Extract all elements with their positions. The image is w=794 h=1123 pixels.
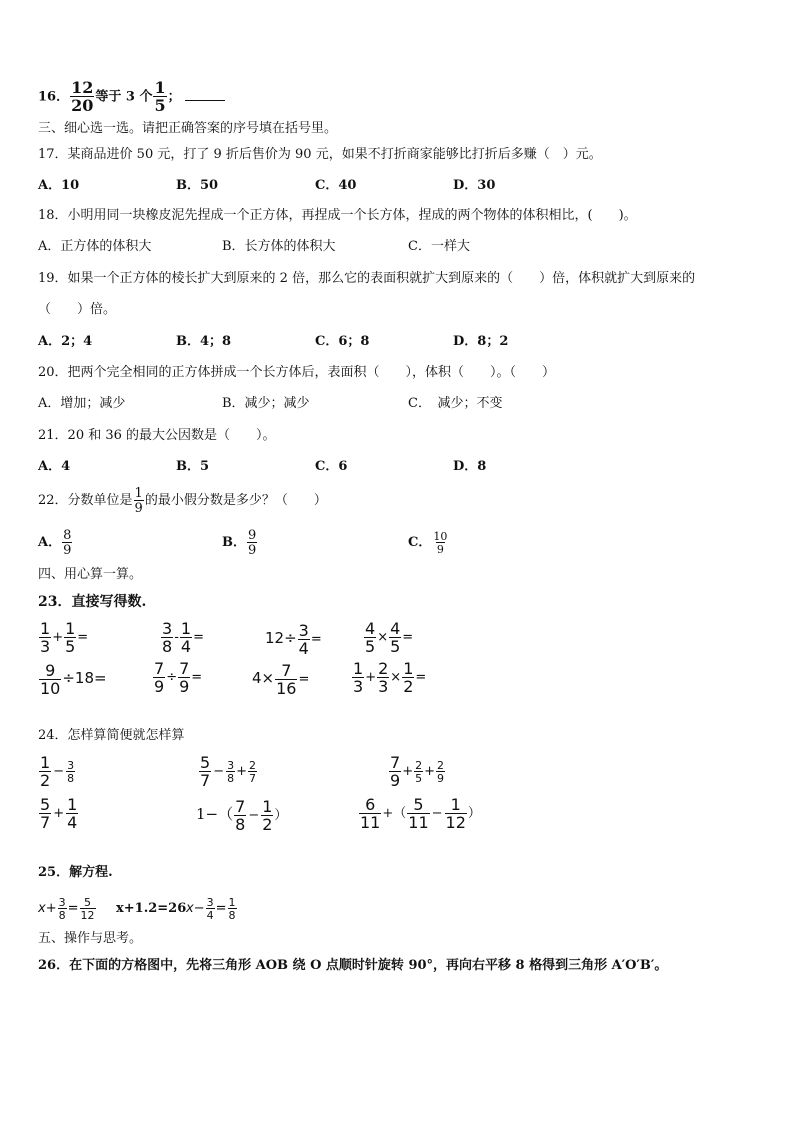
fraction: [206, 897, 215, 921]
numerator: 10: [433, 529, 448, 543]
expression: [160, 620, 204, 656]
operator: +: [424, 764, 435, 779]
operator: −: [193, 901, 205, 916]
option-a[interactable]: A．10: [38, 178, 80, 193]
fraction: [39, 618, 51, 656]
fraction: [364, 618, 376, 656]
fraction: [352, 658, 364, 696]
denominator: 4: [206, 908, 214, 922]
question-20: 20．把两个完全相同的正方体拼成一个长方体后，表面积（ ），体积（ ）。（ ）: [38, 365, 556, 380]
numerator: 3: [162, 618, 173, 638]
denominator: 11: [408, 812, 429, 832]
option-c[interactable]: C．40: [315, 178, 357, 193]
fraction: [62, 529, 72, 557]
fraction: [64, 618, 76, 656]
denominator: 8: [67, 771, 75, 785]
variable: x: [186, 901, 194, 916]
denominator: 8: [162, 636, 173, 656]
denominator: 9: [63, 542, 72, 558]
denominator: 12: [80, 908, 95, 922]
option-b[interactable]: B．5: [176, 459, 210, 474]
operator: ×: [377, 630, 389, 645]
denominator: 7: [200, 770, 211, 790]
expression: [198, 754, 258, 790]
fraction: [359, 794, 381, 832]
denominator: 7: [249, 771, 256, 785]
operator: +: [402, 764, 414, 779]
numerator: 7: [235, 796, 246, 816]
denominator: 8: [228, 908, 236, 922]
denominator: 5: [365, 636, 376, 656]
numerator: 1: [403, 658, 414, 678]
numerator: 1: [40, 752, 51, 772]
section-heading-3: 三、细心选一选。请把正确答案的序号填在括号里。: [38, 121, 338, 136]
denominator: 4: [180, 636, 192, 656]
denominator: 3: [40, 636, 51, 656]
expression: [252, 660, 309, 698]
fraction: [402, 658, 414, 696]
option-c[interactable]: C．6；8: [315, 334, 370, 349]
equation-1: [38, 892, 97, 926]
numerator: 6: [365, 794, 376, 814]
fraction: [58, 897, 67, 921]
question-19-continued: （ ）倍。: [38, 302, 117, 317]
denominator: 3: [353, 676, 364, 696]
question-23: 23．直接写得数.: [38, 594, 147, 610]
expression: [351, 660, 426, 696]
expression: [358, 796, 481, 832]
numerator: 5: [40, 794, 51, 814]
denominator: 20: [71, 96, 94, 115]
option-a[interactable]: A．增加；减少: [38, 396, 126, 411]
operator: ×: [390, 670, 402, 685]
numerator: 7: [281, 660, 292, 680]
term: ÷18=: [62, 669, 107, 687]
numerator: 1: [450, 794, 461, 814]
operator: +: [53, 806, 65, 821]
fraction: [153, 80, 166, 114]
option-a[interactable]: A．正方体的体积大: [38, 239, 152, 254]
option-b[interactable]: B．4；8: [176, 334, 232, 349]
question-text: 等于 3 个: [95, 89, 153, 105]
question-24: 24．怎样算简便就怎样算: [38, 728, 185, 743]
numerator: 9: [45, 660, 56, 680]
numerator: 8: [63, 527, 72, 543]
fraction: [153, 658, 165, 696]
fraction: [199, 752, 211, 790]
denominator: 9: [248, 542, 257, 558]
expression: [363, 620, 413, 656]
numerator: 1: [262, 796, 273, 816]
denominator: 9: [437, 771, 444, 785]
expression: [38, 754, 76, 790]
numerator: 3: [58, 895, 66, 909]
fraction: [436, 760, 445, 784]
numerator: 1: [154, 78, 166, 97]
fraction: [66, 760, 75, 784]
fraction: [178, 658, 190, 696]
denominator: 8: [227, 771, 235, 785]
option-d[interactable]: D．8；2: [453, 334, 509, 349]
question-text: 22．分数单位是: [38, 493, 133, 508]
numerator: 7: [390, 752, 401, 772]
numerator: 3: [227, 758, 235, 772]
fraction: [226, 760, 235, 784]
fraction: [161, 618, 173, 656]
numerator: 2: [415, 758, 423, 772]
operator: -: [174, 630, 179, 645]
denominator: 2: [403, 676, 414, 696]
expression: [265, 620, 322, 658]
question-26: 26．在下面的方格图中，先将三角形 AOB 绕 O 点顺时针旋转 90°，再向右平移 8 格得到三角形 A′O′B′。: [38, 958, 668, 973]
numerator: 3: [298, 620, 309, 640]
numerator: 2: [249, 758, 256, 772]
option-a[interactable]: A．2；4: [38, 334, 93, 349]
option-d[interactable]: D．8: [453, 459, 487, 474]
numerator: 2: [378, 658, 389, 678]
denominator: 9: [179, 676, 190, 696]
option-c[interactable]: C． 减少；不变: [408, 396, 503, 411]
term: 1−（: [196, 805, 234, 823]
equals: =: [193, 630, 204, 645]
denominator: 2: [40, 770, 51, 790]
numerator: 4: [390, 618, 401, 638]
question-text: ；: [167, 89, 181, 105]
equation-2: x+1.2=26: [116, 901, 187, 916]
numerator: 5: [200, 752, 211, 772]
fraction: [389, 752, 401, 790]
fraction: [234, 796, 246, 834]
option-c[interactable]: C．6: [315, 459, 348, 474]
option-c[interactable]: [408, 526, 449, 560]
denominator: 11: [360, 812, 381, 832]
numerator: 1: [65, 618, 76, 638]
fraction: [70, 80, 94, 114]
variable: x: [38, 901, 46, 916]
equals: =: [215, 901, 227, 916]
equals: =: [415, 670, 427, 685]
denominator: 2: [262, 814, 273, 834]
option-label: A．: [38, 535, 62, 550]
denominator: 9: [390, 770, 401, 790]
expression: [38, 620, 88, 656]
question-18: 18．小明用同一块橡皮泥先捏成一个正方体，再捏成一个长方体，捏成的两个物体的体积相比，( )。: [38, 208, 637, 223]
denominator: 7: [40, 812, 51, 832]
option-a[interactable]: A．4: [38, 459, 71, 474]
denominator: 5: [154, 96, 166, 115]
expression: [388, 754, 446, 790]
operator: +: [365, 670, 377, 685]
equals: =: [191, 670, 203, 685]
denominator: 5: [390, 636, 401, 656]
fraction: [247, 529, 257, 557]
numerator: 5: [84, 895, 92, 909]
denominator: 8: [235, 814, 246, 834]
denominator: 10: [40, 678, 61, 698]
question-17: 17．某商品进价 50 元，打了 9 折后售价为 90 元，如果不打折商家能够比打折后多赚（ ）元。: [38, 147, 602, 162]
fraction: [39, 660, 61, 698]
answer-blank[interactable]: [185, 88, 225, 101]
numerator: 4: [365, 618, 376, 638]
denominator: 8: [58, 908, 66, 922]
denominator: 5: [415, 771, 423, 785]
denominator: 12: [445, 812, 466, 832]
option-b[interactable]: B．减少；减少: [222, 396, 310, 411]
numerator: 7: [179, 658, 190, 678]
question-number: 16．: [38, 89, 70, 105]
operator: −: [431, 806, 443, 821]
option-a[interactable]: [38, 526, 73, 560]
fraction: [298, 620, 310, 658]
operator: −: [213, 764, 225, 779]
fraction: [66, 794, 78, 832]
term: 12÷: [265, 629, 297, 647]
numerator: 1: [180, 618, 192, 638]
numerator: 5: [413, 794, 424, 814]
question-text: 的最小假分数是多少？（ ）: [144, 493, 327, 508]
option-c[interactable]: C．一样大: [408, 239, 470, 254]
denominator: 16: [276, 678, 297, 698]
denominator: 9: [154, 676, 165, 696]
equals: =: [310, 632, 322, 647]
numerator: 9: [248, 527, 257, 543]
question-25: 25．解方程.: [38, 865, 113, 880]
question-22: [38, 484, 327, 518]
operator: ÷: [166, 670, 178, 685]
equals: =: [402, 630, 414, 645]
equals: =: [298, 672, 310, 687]
section-heading-5: 五、操作与思考。: [38, 931, 143, 946]
fraction: [414, 760, 423, 784]
fraction: [39, 752, 51, 790]
numerator: 3: [67, 758, 75, 772]
option-b[interactable]: B．长方体的体积大: [222, 239, 336, 254]
term: +（: [382, 806, 407, 821]
denominator: 3: [378, 676, 389, 696]
fraction: [389, 618, 401, 656]
numerator: 1: [67, 794, 78, 814]
denominator: 4: [67, 812, 78, 832]
option-b[interactable]: [222, 526, 258, 560]
numerator: 2: [437, 758, 444, 772]
expression: [38, 796, 79, 832]
fraction: [261, 796, 273, 834]
question-19: 19．如果一个正方体的棱长扩大到原来的 2 倍，那么它的表面积就扩大到原来的（ ）倍，体积就扩大到原来的: [38, 271, 696, 286]
fraction: [248, 760, 257, 784]
expression: [152, 660, 202, 696]
equals: =: [67, 901, 79, 916]
fraction: [180, 618, 192, 656]
fraction: [275, 660, 297, 698]
question-21: 21．20 和 36 的最大公因数是（ ）。: [38, 428, 276, 443]
term: ）: [467, 806, 481, 821]
numerator: 1: [40, 618, 51, 638]
option-d[interactable]: D．30: [453, 178, 496, 193]
denominator: 4: [298, 638, 309, 658]
numerator: 1: [134, 485, 143, 501]
operator: −: [248, 808, 260, 823]
fraction: [407, 794, 429, 832]
question-16: [38, 80, 225, 114]
fraction: [377, 658, 389, 696]
fraction: [80, 897, 96, 921]
denominator: 9: [134, 500, 143, 516]
operator: −: [53, 764, 65, 779]
numerator: 12: [71, 78, 94, 97]
numerator: 1: [228, 895, 236, 909]
numerator: 1: [353, 658, 364, 678]
operator: +: [45, 901, 57, 916]
fraction: [432, 531, 448, 555]
expression: [38, 660, 107, 698]
fraction: [228, 897, 237, 921]
term: 4×: [252, 669, 275, 687]
option-label: B．: [222, 535, 246, 550]
fraction: [39, 794, 51, 832]
section-heading-4: 四、用心算一算。: [38, 567, 143, 582]
fraction: [134, 487, 144, 515]
equation-3: [186, 892, 238, 926]
option-b[interactable]: B．50: [176, 178, 219, 193]
equals: =: [77, 630, 89, 645]
numerator: 7: [154, 658, 165, 678]
numerator: 3: [206, 895, 214, 909]
term: ）: [274, 808, 288, 823]
operator: +: [236, 764, 247, 779]
operator: +: [52, 630, 64, 645]
fraction: [445, 794, 467, 832]
denominator: 5: [65, 636, 76, 656]
expression: [196, 796, 287, 834]
option-label: C．: [408, 535, 432, 550]
denominator: 9: [436, 542, 444, 556]
